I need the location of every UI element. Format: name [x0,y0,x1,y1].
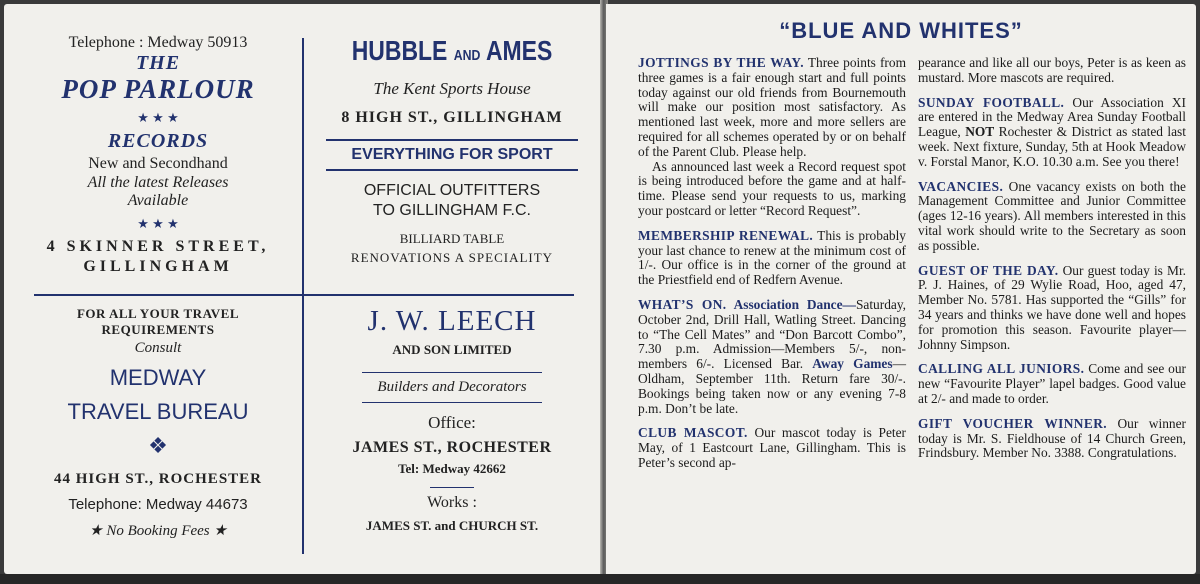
sunday-football-text: Our Association XI are entered in the Medway Area Sunday Football League, [918,94,1186,140]
hubble-banner: EVERYTHING FOR SPORT [326,139,578,171]
vacancies-heading: VACANCIES. [918,178,1004,194]
pop-address: 4 SKINNER STREET, [46,238,270,255]
medway-line-2: REQUIREMENTS [101,322,215,337]
pop-name: POP PARLOUR [61,74,255,104]
hubble-name-and: AND [453,47,481,64]
medway-no-fees: ★ No Booking Fees ★ [89,523,227,539]
leech-rule-top [362,372,542,373]
jottings-text-2: As announced last week a Record request spot is being introduced before the game and at half-time. Please send your requests to us, marking your postcard or letter “Record Request”. [638,158,906,218]
sunday-football-not: NOT [965,124,995,140]
leech-short-rule [430,487,474,488]
sunday-football-text-2: Rochester & District as stated last week. Next fixture, Sunday, 5th at Hook Meadow v. Forstal Manor, K.O. 10.30 a.m. See you there! [918,124,1186,169]
booklet-bottom-edge [0,574,1200,584]
leech-works-label: Works : [427,494,477,511]
right-page [606,4,1196,574]
hubble-tagline: The Kent Sports House [373,79,531,98]
juniors-heading: CALLING ALL JUNIORS. [918,361,1085,377]
hubble-address: 8 HIGH ST., GILLINGHAM [341,109,563,126]
column-left [638,56,906,481]
gift-voucher-text: Our winner today is Mr. S. Fieldhouse of 14 Church Green, Frindsbury. Member No. 3388. Congratulations. [918,415,1186,461]
juniors-paragraph [918,362,1186,406]
leech-ad [316,302,588,534]
vacancies-text: One vacancy exists on both the Management Committee and Junior Committee (ages 12-16 years). All members interested in this vital work should write to the Secretary as soon as possible. [918,178,1186,253]
sunday-football-heading: SUNDAY FOOTBALL. [918,94,1065,110]
membership-paragraph [638,229,906,288]
pop-the: THE [135,52,181,74]
whats-on-heading: WHAT’S ON. [638,296,727,312]
gift-voucher-heading: GIFT VOUCHER WINNER. [918,415,1108,431]
pop-available: Available [127,192,189,209]
pop-stars-2: ★ ★ ★ [137,216,179,231]
left-page [4,4,602,574]
leech-office-label: Office: [428,413,476,432]
leech-office-address: JAMES ST., ROCHESTER [352,439,552,456]
pop-town: GILLINGHAM [83,258,233,275]
guest-heading: GUEST OF THE DAY. [918,262,1059,278]
hubble-ames-name [340,34,563,73]
horizontal-divider [34,294,574,296]
leech-and-son: AND SON LIMITED [392,342,512,357]
pop-parlour-ad [26,34,290,276]
mascot-heading: CLUB MASCOT. [638,425,748,441]
medway-travel-ad [26,302,290,540]
pop-records: RECORDS [107,130,209,152]
leech-tel: Tel: Medway 42662 [398,461,506,476]
hubble-name-b: AMES [485,35,553,66]
leech-trade: Builders and Decorators [377,379,527,395]
leech-rule-bottom [362,402,542,403]
jottings-paragraph [638,56,906,219]
away-games-text: —Oldham, September 11th. Return fare 30/-. Bookings being taken now or any evening 7-8 p.m. Don’t be late. [638,356,906,416]
mascot-paragraph [638,426,906,470]
medway-line-1: FOR ALL YOUR TRAVEL [76,306,240,321]
hubble-outfitters-1: OFFICIAL OUTFITTERS [363,182,541,199]
pop-stars: ★ ★ ★ [137,110,179,125]
guest-paragraph [918,264,1186,353]
sunday-football-paragraph [918,96,1186,170]
page-title: “BLUE AND WHITES” [779,18,1023,43]
hubble-outfitters-2: TO GILLINGHAM F.C. [373,202,531,219]
hubble-ames-ad [316,34,588,266]
gift-voucher-paragraph [918,417,1186,461]
pop-latest: All the latest Releases [87,174,229,191]
juniors-text: Come and see our new “Favourite Player” lapel badges. Good value at 2/- and made to order. [918,361,1186,406]
hubble-name-a: HUBBLE [351,35,448,66]
whats-on-lead: Association Dance— [726,296,856,312]
membership-text: This is probably your last chance to renew at the minimum cost of 1/-. Our office is in the corner of the ground at the Priestfield end of Redfern Avenue. [638,227,907,288]
pop-new-second: New and Secondhand [88,155,228,172]
mascot-continued-paragraph [918,56,1186,86]
jottings-text: Three points from three games is a fair enough start and full points today against our old friends from Bournemouth will make our position most satisfactory. As mentioned last week, more and more sellers are required for all schemes operated by or on behalf of the Parent Club. Please help. [638,55,906,159]
hubble-billiard-1: BILLIARD TABLE [399,231,505,246]
away-games-lead: Away Games [812,356,893,372]
medway-address: 44 HIGH ST., ROCHESTER [53,471,262,487]
leech-name: J. W. LEECH [367,305,537,337]
mascot-text: Our mascot today is Peter May, of 1 Eastcourt Lane, Gillingham. This is Peter’s second ap- [638,425,907,470]
leech-works-address: JAMES ST. and CHURCH ST. [365,518,539,533]
jottings-heading: JOTTINGS BY THE WAY. [638,55,804,70]
pop-telephone: Telephone : Medway 50913 [68,34,248,51]
guest-text: Our guest today is Mr. P. J. Haines, of 29 Wylie Road, Hoo, aged 47, Member No. 5781. Has supported the “Gills” for 34 years and thinks we have done well and hopes for promotion this season. Favourite player—Johnny Simpson. [918,262,1187,352]
whats-on-text: Saturday, October 2nd, Drill Hall, Watling Street. Dancing to “The Cell Mates” and “Don Barcott Combo”, 7.30 p.m. Admission—Members 5/-, non-members 6/-. Licensed Bar. [638,296,907,372]
membership-heading: MEMBERSHIP RENEWAL. [638,227,814,243]
mascot-continued-text: pearance and like all our boys, Peter is as keen as mustard. More mascots are required. [918,55,1186,85]
hubble-billiard-2: RENOVATIONS A SPECIALITY [350,250,554,265]
medway-name-2: TRAVEL BUREAU [67,399,249,424]
diamond-ornament-icon: ❖ [148,433,168,458]
column-right [918,56,1186,471]
medway-name-1: MEDWAY [109,365,207,390]
vertical-divider [302,38,304,554]
vacancies-paragraph [918,180,1186,254]
medway-consult: Consult [134,340,182,356]
medway-telephone: Telephone: Medway 44673 [68,496,248,513]
whats-on-paragraph [638,298,906,416]
